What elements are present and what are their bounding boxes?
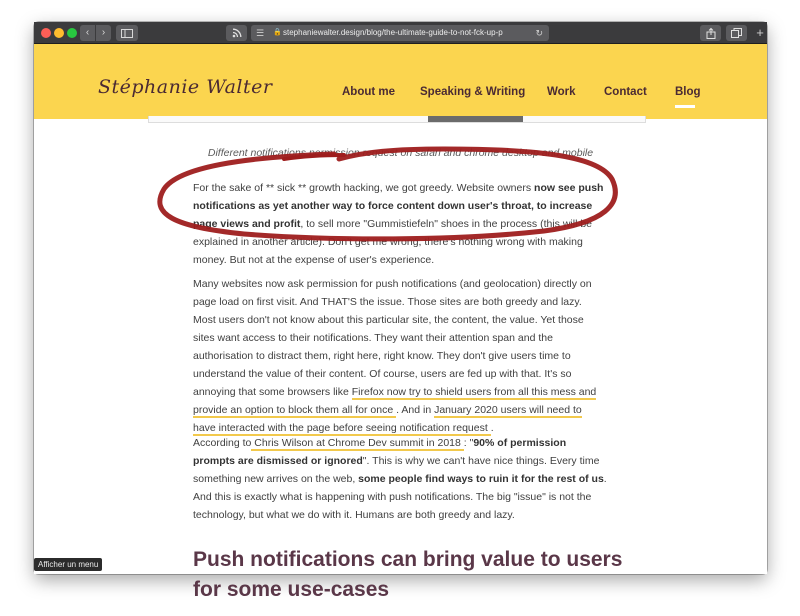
para1-text-2: , to sell more "Gummistiefeln" shoes in the process (this will be explained in another article). Don't get me wrong, there's nothing wrong with making money. But not at the expense of user's experience. bbox=[193, 218, 593, 266]
para3-text-3: ". This is why we can't have nice things. Every time something new arrives on the web, bbox=[193, 455, 600, 485]
browser-toolbar bbox=[34, 22, 767, 44]
reader-icon[interactable]: ☰ bbox=[256, 28, 265, 38]
site-logo[interactable]: Stéphanie Walter bbox=[98, 76, 273, 98]
rss-button[interactable] bbox=[226, 25, 247, 41]
new-tab-button[interactable] bbox=[753, 25, 767, 41]
lock-icon: 🔒 bbox=[273, 29, 282, 36]
firefox-link[interactable]: Firefox now try to shield users from all this mess and provide an option to block them all for once bbox=[193, 386, 597, 416]
tabs-icon bbox=[731, 28, 742, 38]
plus-icon: + bbox=[756, 25, 764, 40]
window-minimize-button[interactable] bbox=[54, 28, 64, 38]
nav-work[interactable]: Work bbox=[547, 86, 576, 98]
active-nav-indicator bbox=[675, 105, 695, 108]
address-bar[interactable] bbox=[251, 25, 549, 41]
back-button[interactable] bbox=[80, 25, 95, 41]
para1-bold-1: now see push notifications as yet another way to force content down user's throat, to increase page views and profit bbox=[193, 182, 604, 230]
chevron-left-icon: ‹ bbox=[85, 27, 90, 38]
url-text: stephaniewalter.design/blog/the-ultimate-guide-to-not-fck-up-p bbox=[283, 28, 503, 37]
forward-button[interactable] bbox=[96, 25, 111, 41]
para3-bold-1: 90% of permission prompts are dismissed or ignored bbox=[193, 437, 567, 467]
nav-blog[interactable]: Blog bbox=[675, 86, 701, 98]
window-maximize-button[interactable] bbox=[67, 28, 77, 38]
para2-text-1: Many websites now ask permission for push notifications (and geolocation) directly on page load on first visit. And THAT'S the issue. Those sites are both greedy and lazy. Most users don't not know about this particular site, the content, the value. Yet those sites want access to their notifications. They want their attention span and the authorisation to distract them, right here, right know. They don't give users time to understand the value of their content. Of course, users are fed up with that. It's so annoying that some browsers like bbox=[193, 278, 592, 398]
para3-text-1: According to bbox=[193, 437, 252, 449]
tabs-overview-button[interactable] bbox=[726, 25, 747, 41]
para2-text-3: . bbox=[490, 422, 494, 434]
nav-speaking-writing[interactable]: Speaking & Writing bbox=[420, 86, 526, 98]
para3-bold-2: some people find ways to ruin it for the rest of us bbox=[358, 473, 604, 485]
chris-wilson-link[interactable]: Chris Wilson at Chrome Dev summit in 2018 bbox=[251, 437, 464, 449]
nav-about-me[interactable]: About me bbox=[342, 86, 396, 98]
share-icon bbox=[706, 28, 716, 39]
article-content bbox=[34, 119, 767, 601]
image-caption: Different notifications permission request on safari and chrome desktop and mobile bbox=[207, 147, 594, 159]
sidebar-button[interactable] bbox=[116, 25, 138, 41]
para2-text-2: . And in bbox=[396, 404, 435, 416]
paragraph-1 bbox=[193, 179, 607, 269]
window-close-button[interactable] bbox=[41, 28, 51, 38]
chevron-right-icon: › bbox=[101, 27, 106, 38]
paragraph-2 bbox=[193, 275, 607, 437]
sidebar-icon bbox=[121, 29, 133, 38]
para1-text-1: For the sake of ** sick ** growth hacking, we got greedy. Website owners bbox=[193, 182, 535, 194]
site-header bbox=[34, 44, 767, 119]
share-button[interactable] bbox=[700, 25, 721, 41]
reload-icon[interactable]: ↻ bbox=[535, 28, 543, 38]
section-heading: Push notifications can bring value to users for some use-cases bbox=[193, 548, 623, 601]
article-image-bottom-edge bbox=[148, 116, 646, 123]
para3-text-2: : " bbox=[463, 437, 474, 449]
para3-text-4: . And this is exactly what is happening with push notifications. The big "issue" is not the technology, but what we do with it. Humans are both greedy and lazy. bbox=[193, 473, 607, 521]
nav-contact[interactable]: Contact bbox=[604, 86, 647, 98]
article-image-dark-segment bbox=[428, 116, 523, 122]
paragraph-3 bbox=[193, 434, 607, 524]
browser-window bbox=[34, 22, 767, 601]
status-tooltip: Afficher un menu bbox=[34, 558, 102, 571]
january-2020-link[interactable]: January 2020 users will need to have interacted with the page before seeing notification request bbox=[193, 404, 582, 434]
rss-icon bbox=[232, 28, 242, 38]
